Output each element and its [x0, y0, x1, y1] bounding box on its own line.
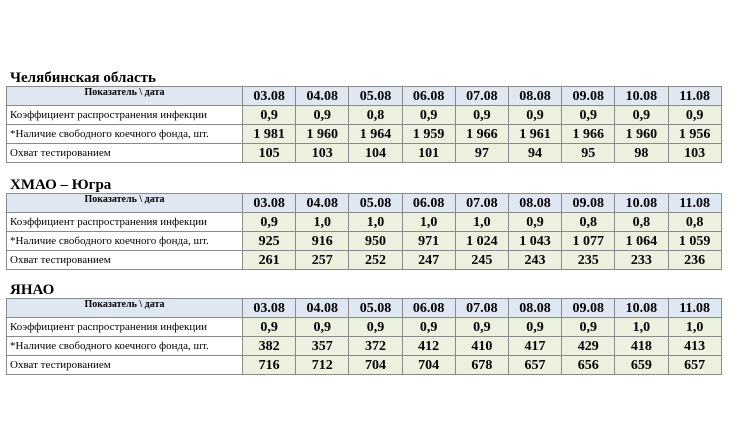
- value-cell: 413: [668, 337, 721, 356]
- row-label: *Наличие свободного коечного фонда, шт.: [7, 337, 243, 356]
- value-cell: 0,9: [508, 213, 561, 232]
- value-cell: 1 966: [455, 125, 508, 144]
- date-header: 11.08: [668, 87, 721, 106]
- value-cell: 1,0: [296, 213, 349, 232]
- value-cell: 925: [243, 232, 296, 251]
- value-cell: 1 024: [455, 232, 508, 251]
- value-cell: 716: [243, 356, 296, 375]
- value-cell: 1 077: [562, 232, 615, 251]
- date-header: 08.08: [508, 194, 561, 213]
- value-cell: 971: [402, 232, 455, 251]
- value-cell: 0,9: [296, 318, 349, 337]
- value-cell: 1 956: [668, 125, 721, 144]
- date-header: 03.08: [243, 87, 296, 106]
- date-header: 10.08: [615, 299, 668, 318]
- date-header: 09.08: [562, 299, 615, 318]
- value-cell: 252: [349, 251, 402, 270]
- row-label: *Наличие свободного коечного фонда, шт.: [7, 232, 243, 251]
- date-header: 07.08: [455, 194, 508, 213]
- date-header: 06.08: [402, 194, 455, 213]
- value-cell: 1 059: [668, 232, 721, 251]
- table-row: [7, 232, 722, 251]
- value-cell: 0,9: [402, 318, 455, 337]
- row-label: Коэффициент распространения инфекции: [7, 318, 243, 337]
- date-header: 06.08: [402, 87, 455, 106]
- value-cell: 1,0: [615, 318, 668, 337]
- value-cell: 247: [402, 251, 455, 270]
- value-cell: 1,0: [402, 213, 455, 232]
- date-header: 11.08: [668, 299, 721, 318]
- value-cell: 1 961: [508, 125, 561, 144]
- value-cell: 0,9: [508, 318, 561, 337]
- value-cell: 0,8: [615, 213, 668, 232]
- date-header: 06.08: [402, 299, 455, 318]
- row-label: Охват тестированием: [7, 144, 243, 163]
- value-cell: 0,8: [349, 106, 402, 125]
- value-cell: 1 064: [615, 232, 668, 251]
- value-cell: 0,9: [243, 106, 296, 125]
- table-row: [7, 125, 722, 144]
- table-row: [7, 106, 722, 125]
- row-label: *Наличие свободного коечного фонда, шт.: [7, 125, 243, 144]
- value-cell: 236: [668, 251, 721, 270]
- date-header: 05.08: [349, 194, 402, 213]
- table-row: [7, 251, 722, 270]
- value-cell: 0,8: [668, 213, 721, 232]
- value-cell: 1 960: [296, 125, 349, 144]
- value-cell: 243: [508, 251, 561, 270]
- value-cell: 261: [243, 251, 296, 270]
- value-cell: 103: [296, 144, 349, 163]
- header-label: Показатель \ дата: [7, 87, 243, 106]
- table-row: [7, 213, 722, 232]
- value-cell: 1 964: [349, 125, 402, 144]
- value-cell: 0,9: [562, 318, 615, 337]
- value-cell: 0,9: [349, 318, 402, 337]
- value-cell: 1 981: [243, 125, 296, 144]
- data-table: [6, 86, 722, 163]
- value-cell: 0,9: [243, 213, 296, 232]
- value-cell: 372: [349, 337, 402, 356]
- value-cell: 656: [562, 356, 615, 375]
- date-header: 08.08: [508, 87, 561, 106]
- value-cell: 357: [296, 337, 349, 356]
- value-cell: 103: [668, 144, 721, 163]
- row-label: Коэффициент распространения инфекции: [7, 106, 243, 125]
- value-cell: 235: [562, 251, 615, 270]
- row-label: Охват тестированием: [7, 356, 243, 375]
- value-cell: 0,9: [668, 106, 721, 125]
- value-cell: 412: [402, 337, 455, 356]
- value-cell: 95: [562, 144, 615, 163]
- value-cell: 1 966: [562, 125, 615, 144]
- date-header: 05.08: [349, 87, 402, 106]
- value-cell: 1 043: [508, 232, 561, 251]
- data-table: [6, 298, 722, 375]
- date-header: 07.08: [455, 87, 508, 106]
- date-header: 10.08: [615, 194, 668, 213]
- value-cell: 657: [508, 356, 561, 375]
- value-cell: 916: [296, 232, 349, 251]
- value-cell: 950: [349, 232, 402, 251]
- value-cell: 712: [296, 356, 349, 375]
- value-cell: 0,9: [402, 106, 455, 125]
- date-header: 04.08: [296, 194, 349, 213]
- region-title: ХМАО – Югра: [10, 177, 112, 193]
- value-cell: 105: [243, 144, 296, 163]
- value-cell: 657: [668, 356, 721, 375]
- value-cell: 257: [296, 251, 349, 270]
- value-cell: 1,0: [668, 318, 721, 337]
- date-header: 10.08: [615, 87, 668, 106]
- value-cell: 94: [508, 144, 561, 163]
- date-header: 05.08: [349, 299, 402, 318]
- value-cell: 417: [508, 337, 561, 356]
- region-title: Челябинская область: [10, 70, 156, 86]
- header-row: [7, 194, 722, 213]
- date-header: 03.08: [243, 299, 296, 318]
- value-cell: 0,9: [508, 106, 561, 125]
- value-cell: 0,9: [562, 106, 615, 125]
- value-cell: 678: [455, 356, 508, 375]
- region-title: ЯНАО: [10, 282, 55, 298]
- row-label: Коэффициент распространения инфекции: [7, 213, 243, 232]
- value-cell: 1,0: [349, 213, 402, 232]
- value-cell: 1 960: [615, 125, 668, 144]
- date-header: 07.08: [455, 299, 508, 318]
- date-header: 09.08: [562, 194, 615, 213]
- date-header: 04.08: [296, 87, 349, 106]
- value-cell: 0,9: [615, 106, 668, 125]
- value-cell: 233: [615, 251, 668, 270]
- table-row: [7, 318, 722, 337]
- value-cell: 1 959: [402, 125, 455, 144]
- header-row: [7, 87, 722, 106]
- table-row: [7, 356, 722, 375]
- value-cell: 0,8: [562, 213, 615, 232]
- value-cell: 98: [615, 144, 668, 163]
- header-label: Показатель \ дата: [7, 299, 243, 318]
- row-label: Охват тестированием: [7, 251, 243, 270]
- header-label: Показатель \ дата: [7, 194, 243, 213]
- value-cell: 429: [562, 337, 615, 356]
- date-header: 03.08: [243, 194, 296, 213]
- value-cell: 382: [243, 337, 296, 356]
- value-cell: 410: [455, 337, 508, 356]
- value-cell: 659: [615, 356, 668, 375]
- value-cell: 97: [455, 144, 508, 163]
- value-cell: 245: [455, 251, 508, 270]
- value-cell: 704: [349, 356, 402, 375]
- value-cell: 0,9: [455, 318, 508, 337]
- table-row: [7, 144, 722, 163]
- value-cell: 101: [402, 144, 455, 163]
- date-header: 04.08: [296, 299, 349, 318]
- value-cell: 1,0: [455, 213, 508, 232]
- table-row: [7, 337, 722, 356]
- value-cell: 0,9: [455, 106, 508, 125]
- value-cell: 0,9: [296, 106, 349, 125]
- value-cell: 104: [349, 144, 402, 163]
- header-row: [7, 299, 722, 318]
- value-cell: 0,9: [243, 318, 296, 337]
- date-header: 09.08: [562, 87, 615, 106]
- data-table: [6, 193, 722, 270]
- value-cell: 704: [402, 356, 455, 375]
- date-header: 08.08: [508, 299, 561, 318]
- value-cell: 418: [615, 337, 668, 356]
- date-header: 11.08: [668, 194, 721, 213]
